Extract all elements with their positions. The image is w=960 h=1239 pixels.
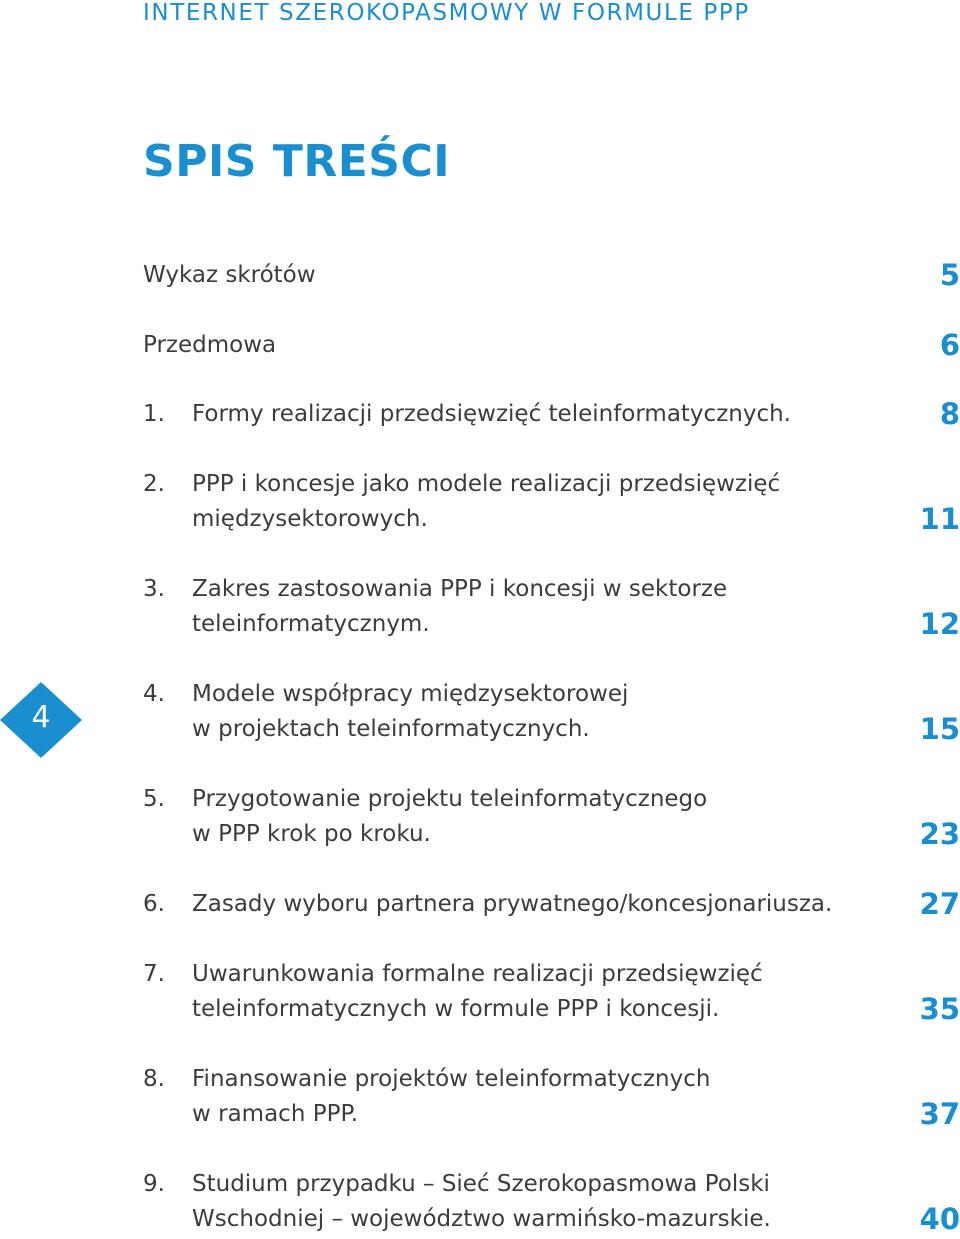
toc-entry-page: 6 bbox=[939, 328, 960, 362]
toc-entry-number: 5. bbox=[143, 786, 165, 812]
toc-entry-title: Przedmowa bbox=[143, 332, 277, 358]
toc-entry-title: w PPP krok po kroku. bbox=[192, 821, 431, 847]
toc-entry-title: międzysektorowych. bbox=[192, 506, 428, 532]
toc-entry-number: 6. bbox=[143, 891, 165, 917]
toc-entry[interactable] bbox=[143, 328, 960, 363]
toc-entry-number: 1. bbox=[143, 401, 165, 427]
toc-entry-page: 23 bbox=[919, 817, 960, 851]
toc-entry-title: Wykaz skrótów bbox=[143, 262, 316, 288]
toc-entry-title: teleinformatycznym. bbox=[192, 611, 430, 637]
toc-entry[interactable] bbox=[143, 782, 960, 852]
toc-entry-page: 5 bbox=[939, 258, 960, 292]
page-title: SPIS TREŚCI bbox=[143, 136, 451, 187]
toc-entry-number: 4. bbox=[143, 681, 165, 707]
toc-entry-page: 8 bbox=[939, 397, 960, 431]
toc-entry-title: Formy realizacji przedsięwzięć teleinformatycznych. bbox=[192, 401, 791, 427]
toc-entry[interactable] bbox=[143, 258, 960, 293]
toc-entry[interactable] bbox=[143, 572, 960, 642]
toc-entry-title: Zasady wyboru partnera prywatnego/koncesjonariusza. bbox=[192, 891, 833, 917]
toc-entry[interactable] bbox=[143, 397, 960, 432]
toc-entry-title: Wschodniej – województwo warmińsko-mazurskie. bbox=[192, 1206, 771, 1232]
toc-entry[interactable] bbox=[143, 677, 960, 747]
toc-entry-title: Studium przypadku – Sieć Szerokopasmowa Polski bbox=[192, 1171, 770, 1197]
toc-entry[interactable] bbox=[143, 957, 960, 1027]
toc-entry-page: 15 bbox=[919, 712, 960, 746]
toc-entry-title: w projektach teleinformatycznych. bbox=[192, 716, 590, 742]
toc-entry-number: 8. bbox=[143, 1066, 165, 1092]
running-header: INTERNET SZEROKOPASMOWY W FORMULE PPP bbox=[143, 0, 750, 26]
toc-entry-page: 37 bbox=[919, 1097, 960, 1131]
toc-entry-page: 12 bbox=[919, 607, 960, 641]
toc-entry-page: 27 bbox=[919, 887, 960, 921]
toc-entry-title: PPP i koncesje jako modele realizacji przedsięwzięć bbox=[192, 471, 781, 497]
toc-entry-number: 3. bbox=[143, 576, 165, 602]
toc-entry-title: Finansowanie projektów teleinformatycznych bbox=[192, 1066, 711, 1092]
toc-entry[interactable] bbox=[143, 467, 960, 537]
toc-entry-title: Zakres zastosowania PPP i koncesji w sektorze bbox=[192, 576, 728, 602]
toc-entry-page: 11 bbox=[919, 502, 960, 536]
toc-entry-title: w ramach PPP. bbox=[192, 1101, 359, 1127]
toc-entry[interactable] bbox=[143, 887, 960, 922]
toc-entry-page: 40 bbox=[919, 1202, 960, 1236]
toc-entry-title: Uwarunkowania formalne realizacji przedsięwzięć bbox=[192, 961, 763, 987]
toc-entry-number: 2. bbox=[143, 471, 165, 497]
page-number: 4 bbox=[31, 700, 51, 735]
toc-entry-title: Przygotowanie projektu teleinformatycznego bbox=[192, 786, 708, 812]
toc-entry-number: 9. bbox=[143, 1171, 165, 1197]
toc-entry-title: teleinformatycznych w formule PPP i koncesji. bbox=[192, 996, 720, 1022]
toc-entry-page: 35 bbox=[919, 992, 960, 1026]
toc-entry[interactable] bbox=[143, 1062, 960, 1132]
toc-entry-title: Modele współpracy międzysektorowej bbox=[192, 681, 629, 707]
toc-entry[interactable] bbox=[143, 1167, 960, 1237]
toc-entry-number: 7. bbox=[143, 961, 165, 987]
